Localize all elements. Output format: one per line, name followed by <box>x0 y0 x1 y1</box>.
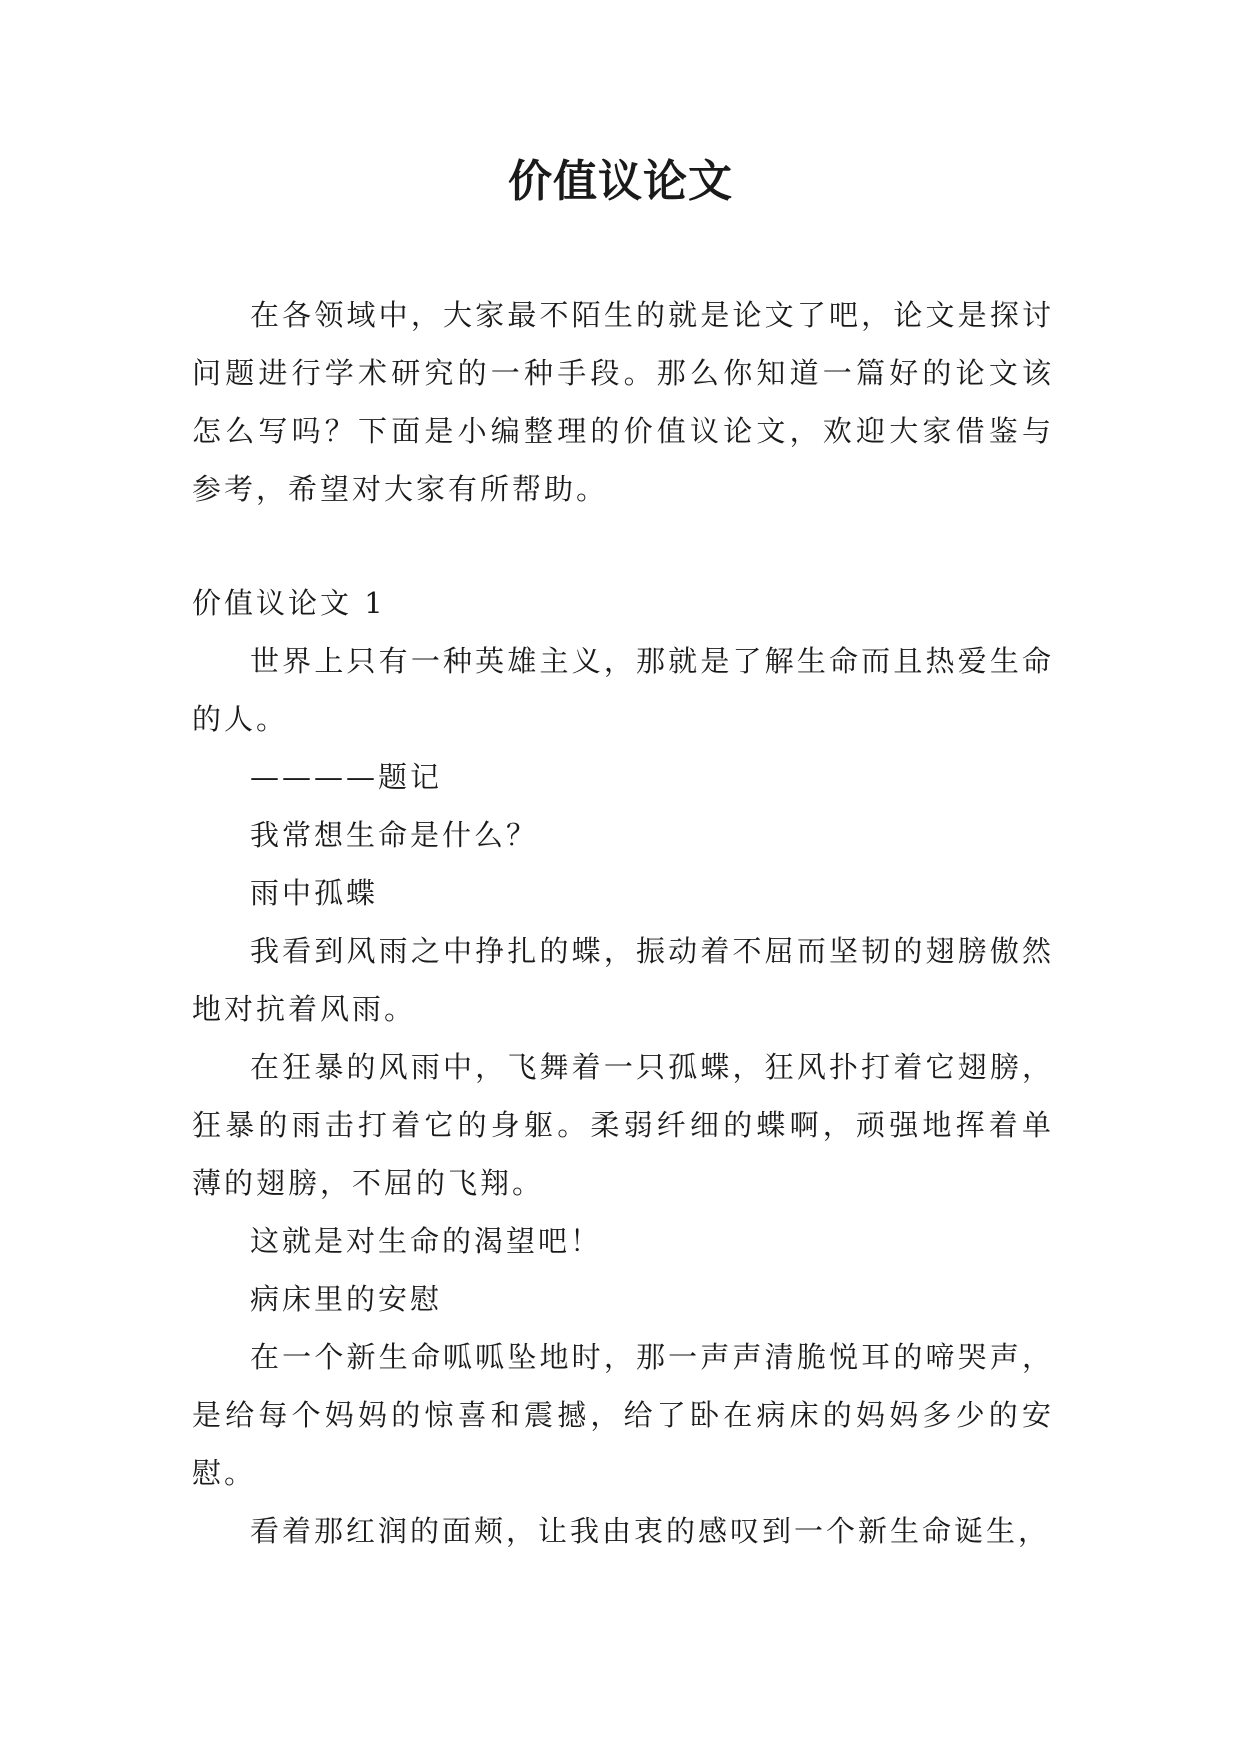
body-paragraph: 我看到风雨之中挣扎的蝶，振动着不屈而坚韧的翅膀傲然地对抗着风雨。 <box>192 934 1054 1026</box>
document-body <box>192 286 1054 1560</box>
body-paragraph: 这就是对生命的渴望吧！ <box>250 1224 603 1258</box>
body-paragraph: 看着那红润的面颊，让我由衷的感叹到一个新生命诞生， <box>250 1514 1051 1548</box>
section-heading: 价值议论文 1 <box>192 586 386 620</box>
epigraph-attribution: ————题记 <box>250 760 443 794</box>
body-paragraph: 我常想生命是什么？ <box>250 818 539 852</box>
subheading: 病床里的安慰 <box>250 1282 443 1316</box>
body-paragraph: 在一个新生命呱呱坠地时，那一声声清脆悦耳的啼哭声，是给每个妈妈的惊喜和震撼，给了卧在病床的妈妈多少的安慰。 <box>192 1340 1054 1490</box>
body-paragraph: 在狂暴的风雨中，飞舞着一只孤蝶，狂风扑打着它翅膀，狂暴的雨击打着它的身躯。柔弱纤细的蝶啊，顽强地挥着单薄的翅膀，不屈的飞翔。 <box>192 1050 1054 1200</box>
body-paragraph: 世界上只有一种英雄主义，那就是了解生命而且热爱生命的人。 <box>192 644 1054 736</box>
intro-paragraph: 在各领域中，大家最不陌生的就是论文了吧，论文是探讨问题进行学术研究的一种手段。那么你知道一篇好的论文该怎么写吗？下面是小编整理的价值议论文，欢迎大家借鉴与参考，希望对大家有所帮助。 <box>192 298 1054 506</box>
subheading: 雨中孤蝶 <box>250 876 379 910</box>
document-title: 价值议论文 <box>508 156 733 207</box>
